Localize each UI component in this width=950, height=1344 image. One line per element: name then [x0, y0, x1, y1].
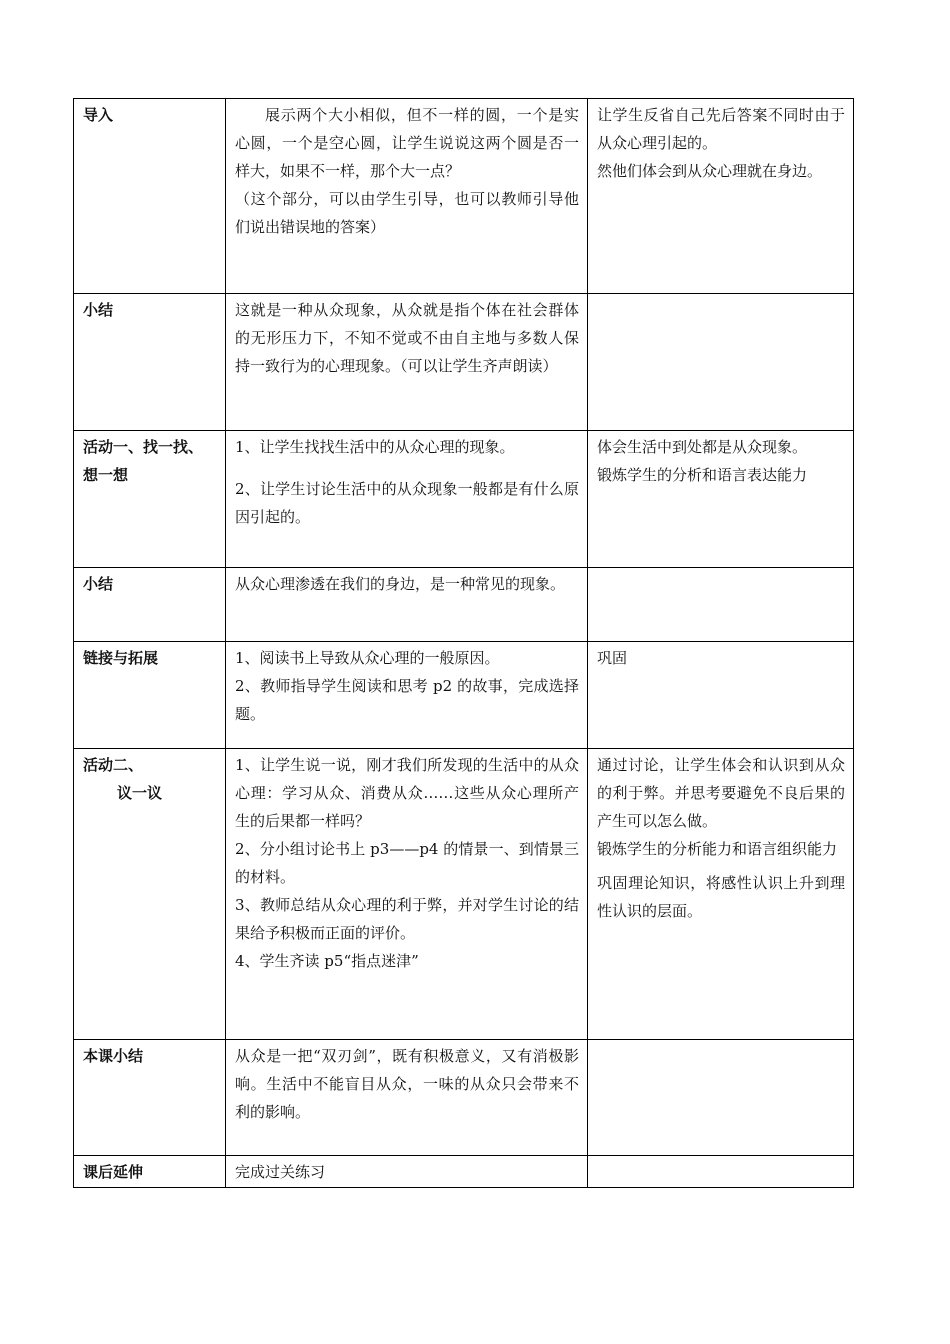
row-label: 小结	[74, 294, 226, 431]
purpose-paragraph: 巩固	[597, 649, 628, 667]
row-content	[226, 568, 588, 642]
content-paragraph: 完成过关练习	[235, 1163, 326, 1181]
table-row-extension	[74, 642, 854, 749]
row-label: 课后延伸	[74, 1156, 226, 1188]
row-purpose	[588, 642, 854, 749]
table-row-summary-2	[74, 568, 854, 642]
row-purpose	[588, 1040, 854, 1156]
table-row-activity-2	[74, 749, 854, 1040]
purpose-paragraph: 巩固理论知识，将感性认识上升到理性认识的层面。	[597, 874, 845, 920]
row-label: 导入	[74, 99, 226, 294]
row-content	[226, 1040, 588, 1156]
row-purpose	[588, 99, 854, 294]
row-content	[226, 431, 588, 568]
content-paragraph: 2、让学生讨论生活中的从众现象一般都是有什么原因引起的。	[235, 480, 579, 526]
row-content	[226, 1156, 588, 1188]
purpose-paragraph: 锻炼学生的分析能力和语言组织能力	[597, 840, 838, 858]
label-line: 活动二、	[83, 756, 144, 774]
content-paragraph: 1、阅读书上导致从众心理的一般原因。	[235, 649, 500, 667]
content-paragraph: 1、让学生说一说，刚才我们所发现的生活中的从众心理：学习从众、消费从众……这些从众心理所产生的后果都一样吗？	[235, 756, 579, 830]
row-label: 本课小结	[74, 1040, 226, 1156]
table-row-intro	[74, 99, 854, 294]
table-row-after-class	[74, 1156, 854, 1188]
purpose-paragraph: 锻炼学生的分析和语言表达能力	[597, 466, 808, 484]
row-purpose	[588, 749, 854, 1040]
content-paragraph: 这就是一种从众现象，从众就是指个体在社会群体的无形压力下，不知不觉或不由自主地与多数人保持一致行为的心理现象。（可以让学生齐声朗读）	[235, 301, 579, 375]
purpose-paragraph: 通过讨论，让学生体会和认识到从众的利于弊。并思考要避免不良后果的产生可以怎么做。	[597, 756, 845, 830]
row-purpose	[588, 294, 854, 431]
content-paragraph: 3、教师总结从众心理的利于弊，并对学生讨论的结果给予积极而正面的评价。	[235, 896, 579, 942]
row-content	[226, 749, 588, 1040]
table-row-lesson-summary	[74, 1040, 854, 1156]
content-paragraph: 2、教师指导学生阅读和思考 p2 的故事，完成选择题。	[235, 677, 579, 723]
row-purpose	[588, 568, 854, 642]
label-line: 议一议	[117, 784, 163, 802]
content-paragraph: 展示两个大小相似，但不一样的圆，一个是实心圆，一个是空心圆，让学生说说这两个圆是否一样大，如果不一样，那个大一点？	[235, 106, 579, 180]
purpose-paragraph: 然他们体会到从众心理就在身边。	[597, 162, 823, 180]
content-paragraph: 从众是一把“双刃剑”，既有积极意义，又有消极影响。生活中不能盲目从众，一味的从众只会带来不利的影响。	[235, 1047, 579, 1121]
content-paragraph: （这个部分，可以由学生引导，也可以教师引导他们说出错误地的答案）	[235, 190, 579, 236]
purpose-paragraph: 让学生反省自己先后答案不同时由于从众心理引起的。	[597, 106, 845, 152]
table-row-summary-1	[74, 294, 854, 431]
label-line: 活动一、找一找、	[83, 438, 204, 456]
row-purpose	[588, 1156, 854, 1188]
row-content	[226, 294, 588, 431]
content-paragraph: 从众心理渗透在我们的身边，是一种常见的现象。	[235, 575, 566, 593]
content-paragraph: 4、学生齐读 p5“指点迷津”	[235, 952, 419, 970]
row-label	[74, 749, 226, 1040]
row-content	[226, 642, 588, 749]
content-paragraph: 2、分小组讨论书上 p3——p4 的情景一、到情景三的材料。	[235, 840, 579, 886]
lesson-plan-table	[73, 98, 854, 1188]
row-purpose	[588, 431, 854, 568]
row-label: 链接与拓展	[74, 642, 226, 749]
row-label: 小结	[74, 568, 226, 642]
row-label	[74, 431, 226, 568]
label-line: 想一想	[83, 466, 129, 484]
table-row-activity-1	[74, 431, 854, 568]
purpose-paragraph: 体会生活中到处都是从众现象。	[597, 438, 808, 456]
content-paragraph: 1、让学生找找生活中的从众心理的现象。	[235, 438, 515, 456]
row-content	[226, 99, 588, 294]
